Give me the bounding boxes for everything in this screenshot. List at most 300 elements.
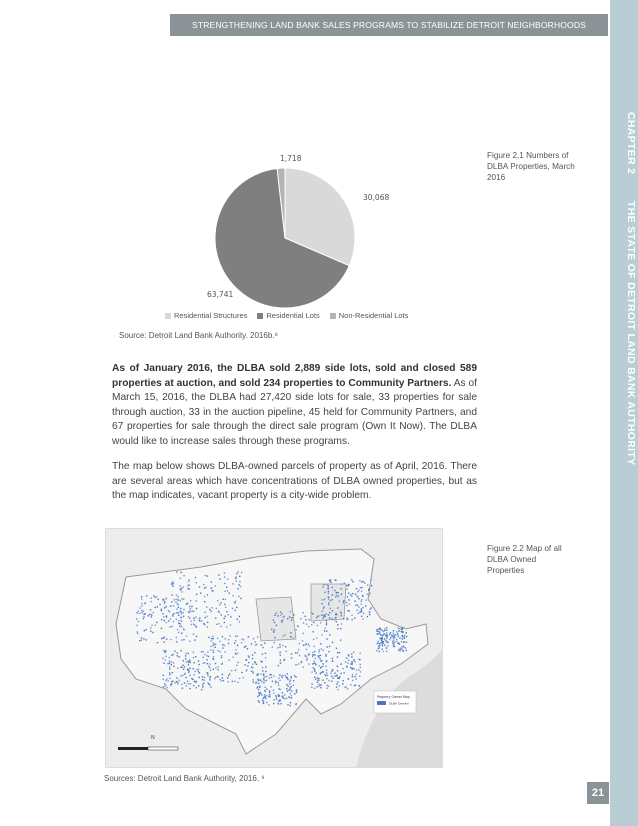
enclave-shape xyxy=(256,597,296,641)
parcel-dot xyxy=(359,653,360,654)
parcel-dot xyxy=(274,622,275,623)
parcel-dot xyxy=(342,683,343,684)
parcel-dot xyxy=(269,696,270,697)
parcel-dot xyxy=(171,601,172,602)
parcel-dot xyxy=(220,626,221,627)
parcel-dot xyxy=(356,674,357,675)
parcel-dot xyxy=(161,619,162,620)
parcel-dot xyxy=(307,658,308,659)
parcel-dot xyxy=(236,573,237,574)
parcel-dot xyxy=(349,603,350,604)
parcel-dot xyxy=(342,680,343,681)
parcel-dot xyxy=(393,633,394,634)
parcel-dot xyxy=(204,654,205,655)
parcel-dot xyxy=(195,577,196,578)
parcel-dot xyxy=(269,677,270,678)
parcel-dot xyxy=(360,671,361,672)
parcel-dot xyxy=(152,632,153,633)
parcel-dot xyxy=(352,676,353,677)
parcel-dot xyxy=(325,655,326,656)
parcel-dot xyxy=(337,624,338,625)
parcel-dot xyxy=(393,637,394,638)
parcel-dot xyxy=(269,690,270,691)
parcel-dot xyxy=(235,601,236,602)
parcel-dot xyxy=(367,584,368,585)
parcel-dot xyxy=(337,628,338,629)
parcel-dot xyxy=(193,662,194,663)
parcel-dot xyxy=(157,642,158,643)
parcel-dot xyxy=(210,670,211,671)
parcel-dot xyxy=(347,618,348,619)
parcel-dot xyxy=(179,588,180,589)
parcel-dot xyxy=(181,588,182,589)
parcel-dot xyxy=(320,684,321,685)
parcel-dot xyxy=(290,680,291,681)
parcel-dot xyxy=(399,638,400,639)
parcel-dot xyxy=(234,681,235,682)
parcel-dot xyxy=(298,649,299,650)
pie-chart-svg xyxy=(200,160,390,310)
parcel-dot xyxy=(165,680,166,681)
parcel-dot xyxy=(318,665,319,666)
parcel-dot xyxy=(336,595,337,596)
parcel-dot xyxy=(219,611,220,612)
parcel-dot xyxy=(277,615,278,616)
parcel-dot xyxy=(206,606,207,607)
parcel-dot xyxy=(345,661,346,662)
parcel-dot xyxy=(256,664,257,665)
parcel-dot xyxy=(389,639,390,640)
parcel-dot xyxy=(358,598,359,599)
parcel-dot xyxy=(184,666,185,667)
parcel-dot xyxy=(145,629,146,630)
parcel-dot xyxy=(331,681,332,682)
page-number: 21 xyxy=(587,782,609,804)
parcel-dot xyxy=(362,607,363,608)
parcel-dot xyxy=(204,596,205,597)
parcel-dot xyxy=(403,627,404,628)
body-paragraph-1-bold: As of January 2016, the DLBA sold 2,889 side lots, sold and closed 589 properties at auction, and sold 234 properties to Community Partners. xyxy=(112,363,477,389)
parcel-dot xyxy=(328,598,329,599)
parcel-dot xyxy=(295,676,296,677)
parcel-dot xyxy=(320,643,321,644)
parcel-dot xyxy=(305,644,306,645)
parcel-dot xyxy=(236,607,237,608)
parcel-dot xyxy=(326,638,327,639)
parcel-dot xyxy=(369,614,370,615)
parcel-dot xyxy=(285,646,286,647)
body-paragraph-2: The map below shows DLBA-owned parcels of property as of April, 2016. There are several areas which have concentrations of DLBA owned properties, but as the map indicates, vacant property is a city-wide problem. xyxy=(112,461,477,501)
parcel-dot xyxy=(280,662,281,663)
parcel-dot xyxy=(183,575,184,576)
legend-swatch xyxy=(165,313,171,319)
parcel-dot xyxy=(156,596,157,597)
parcel-dot xyxy=(166,678,167,679)
parcel-dot xyxy=(263,675,264,676)
parcel-dot xyxy=(195,681,196,682)
parcel-dot xyxy=(163,678,164,679)
parcel-dot xyxy=(361,616,362,617)
parcel-dot xyxy=(321,603,322,604)
parcel-dot xyxy=(289,681,290,682)
parcel-dot xyxy=(359,580,360,581)
parcel-dot xyxy=(146,595,147,596)
parcel-dot xyxy=(167,680,168,681)
parcel-dot xyxy=(165,598,166,599)
parcel-dot xyxy=(339,652,340,653)
parcel-dot xyxy=(141,639,142,640)
parcel-dot xyxy=(337,666,338,667)
parcel-dot xyxy=(257,696,258,697)
parcel-dot xyxy=(329,617,330,618)
parcel-dot xyxy=(248,636,249,637)
parcel-dot xyxy=(200,592,201,593)
parcel-dot xyxy=(169,666,170,667)
parcel-dot xyxy=(219,604,220,605)
parcel-dot xyxy=(355,605,356,606)
parcel-dot xyxy=(358,613,359,614)
parcel-dot xyxy=(235,640,236,641)
parcel-dot xyxy=(193,685,194,686)
parcel-dot xyxy=(184,682,185,683)
parcel-dot xyxy=(392,642,393,643)
parcel-dot xyxy=(356,588,357,589)
parcel-dot xyxy=(273,690,274,691)
parcel-dot xyxy=(261,694,262,695)
parcel-dot xyxy=(335,617,336,618)
parcel-dot xyxy=(211,640,212,641)
parcel-dot xyxy=(386,629,387,630)
parcel-dot xyxy=(277,647,278,648)
parcel-dot xyxy=(203,623,204,624)
parcel-dot xyxy=(186,635,187,636)
parcel-dot xyxy=(343,618,344,619)
parcel-dot xyxy=(172,594,173,595)
parcel-dot xyxy=(180,608,181,609)
parcel-dot xyxy=(340,611,341,612)
parcel-dot xyxy=(379,645,380,646)
parcel-dot xyxy=(386,651,387,652)
parcel-dot xyxy=(286,684,287,685)
parcel-dot xyxy=(149,614,150,615)
parcel-dot xyxy=(301,661,302,662)
parcel-dot xyxy=(359,611,360,612)
parcel-dot xyxy=(217,600,218,601)
parcel-dot xyxy=(336,686,337,687)
parcel-dot xyxy=(157,606,158,607)
parcel-dot xyxy=(237,662,238,663)
parcel-dot xyxy=(244,646,245,647)
parcel-dot xyxy=(350,684,351,685)
parcel-dot xyxy=(153,612,154,613)
parcel-dot xyxy=(330,582,331,583)
parcel-dot xyxy=(299,655,300,656)
parcel-dot xyxy=(253,679,254,680)
parcel-dot xyxy=(180,617,181,618)
parcel-dot xyxy=(355,593,356,594)
parcel-dot xyxy=(212,638,213,639)
parcel-dot xyxy=(303,622,304,623)
parcel-dot xyxy=(176,641,177,642)
parcel-dot xyxy=(225,607,226,608)
parcel-dot xyxy=(303,633,304,634)
parcel-dot xyxy=(181,591,182,592)
parcel-dot xyxy=(189,668,190,669)
parcel-dot xyxy=(326,630,327,631)
parcel-dot xyxy=(314,661,315,662)
parcel-dot xyxy=(172,615,173,616)
parcel-dot xyxy=(347,662,348,663)
parcel-dot xyxy=(173,605,174,606)
parcel-dot xyxy=(204,677,205,678)
pie-chart xyxy=(200,160,390,310)
parcel-dot xyxy=(224,591,225,592)
parcel-dot xyxy=(181,613,182,614)
parcel-dot xyxy=(337,656,338,657)
parcel-dot xyxy=(137,633,138,634)
parcel-dot xyxy=(322,611,323,612)
parcel-dot xyxy=(278,682,279,683)
parcel-dot xyxy=(195,600,196,601)
parcel-dot xyxy=(204,662,205,663)
parcel-dot xyxy=(163,616,164,617)
parcel-dot xyxy=(254,652,255,653)
parcel-dot xyxy=(326,646,327,647)
parcel-dot xyxy=(351,664,352,665)
chapter-sidebar-text xyxy=(611,112,637,466)
parcel-dot xyxy=(262,670,263,671)
parcel-dot xyxy=(313,622,314,623)
parcel-dot xyxy=(281,676,282,677)
parcel-dot xyxy=(346,602,347,603)
parcel-dot xyxy=(312,663,313,664)
parcel-dot xyxy=(232,681,233,682)
parcel-dot xyxy=(357,591,358,592)
parcel-dot xyxy=(187,603,188,604)
pie-label-residential-lots: 63,741 xyxy=(207,290,234,299)
parcel-dot xyxy=(326,685,327,686)
parcel-dot xyxy=(186,685,187,686)
parcel-dot xyxy=(353,659,354,660)
parcel-dot xyxy=(278,703,279,704)
parcel-dot xyxy=(380,634,381,635)
parcel-dot xyxy=(377,641,378,642)
parcel-dot xyxy=(141,637,142,638)
parcel-dot xyxy=(358,606,359,607)
parcel-dot xyxy=(195,627,196,628)
parcel-dot xyxy=(185,677,186,678)
parcel-dot xyxy=(321,634,322,635)
parcel-dot xyxy=(151,625,152,626)
parcel-dot xyxy=(190,608,191,609)
parcel-dot xyxy=(226,587,227,588)
parcel-dot xyxy=(251,643,252,644)
figure1-caption: Figure 2.1 Numbers of DLBA Properties, March 2016 xyxy=(487,151,575,182)
parcel-dot xyxy=(282,613,283,614)
parcel-dot xyxy=(173,666,174,667)
parcel-dot xyxy=(143,611,144,612)
parcel-dot xyxy=(315,679,316,680)
parcel-dot xyxy=(188,579,189,580)
parcel-dot xyxy=(238,584,239,585)
parcel-dot xyxy=(177,652,178,653)
parcel-dot xyxy=(171,661,172,662)
parcel-dot xyxy=(282,616,283,617)
parcel-dot xyxy=(170,685,171,686)
parcel-dot xyxy=(326,620,327,621)
parcel-dot xyxy=(221,614,222,615)
parcel-dot xyxy=(346,658,347,659)
parcel-dot xyxy=(401,641,402,642)
pie-label-non-residential-lots: 1,718 xyxy=(280,154,302,163)
parcel-dot xyxy=(334,672,335,673)
parcel-dot xyxy=(294,693,295,694)
parcel-dot xyxy=(266,702,267,703)
parcel-dot xyxy=(296,690,297,691)
parcel-dot xyxy=(286,677,287,678)
parcel-dot xyxy=(198,664,199,665)
parcel-dot xyxy=(279,646,280,647)
parcel-dot xyxy=(273,699,274,700)
parcel-dot xyxy=(177,596,178,597)
parcel-dot xyxy=(174,613,175,614)
parcel-dot xyxy=(171,626,172,627)
parcel-dot xyxy=(291,653,292,654)
parcel-dot xyxy=(341,613,342,614)
parcel-dot xyxy=(278,677,279,678)
parcel-dot xyxy=(348,654,349,655)
parcel-dot xyxy=(402,650,403,651)
parcel-dot xyxy=(320,687,321,688)
parcel-dot xyxy=(218,574,219,575)
parcel-dot xyxy=(315,658,316,659)
parcel-dot xyxy=(304,616,305,617)
parcel-dot xyxy=(224,618,225,619)
parcel-dot xyxy=(163,650,164,651)
parcel-dot xyxy=(188,664,189,665)
parcel-dot xyxy=(252,672,253,673)
parcel-dot xyxy=(176,612,177,613)
parcel-dot xyxy=(228,639,229,640)
parcel-dot xyxy=(166,639,167,640)
parcel-dot xyxy=(327,688,328,689)
parcel-dot xyxy=(279,695,280,696)
parcel-dot xyxy=(264,687,265,688)
parcel-dot xyxy=(137,611,138,612)
parcel-dot xyxy=(328,614,329,615)
parcel-dot xyxy=(173,613,174,614)
parcel-dot xyxy=(328,604,329,605)
parcel-dot xyxy=(178,607,179,608)
parcel-dot xyxy=(264,694,265,695)
parcel-dot xyxy=(273,692,274,693)
parcel-dot xyxy=(322,650,323,651)
parcel-dot xyxy=(213,668,214,669)
parcel-dot xyxy=(237,636,238,637)
parcel-dot xyxy=(189,660,190,661)
parcel-dot xyxy=(172,681,173,682)
parcel-dot xyxy=(314,654,315,655)
parcel-dot xyxy=(178,632,179,633)
parcel-dot xyxy=(258,692,259,693)
parcel-dot xyxy=(173,583,174,584)
parcel-dot xyxy=(369,593,370,594)
parcel-dot xyxy=(227,590,228,591)
parcel-dot xyxy=(394,646,395,647)
parcel-dot xyxy=(181,620,182,621)
parcel-dot xyxy=(339,685,340,686)
parcel-dot xyxy=(189,612,190,613)
parcel-dot xyxy=(213,645,214,646)
parcel-dot xyxy=(376,631,377,632)
parcel-dot xyxy=(201,689,202,690)
parcel-dot xyxy=(324,630,325,631)
parcel-dot xyxy=(251,666,252,667)
parcel-dot xyxy=(313,631,314,632)
parcel-dot xyxy=(328,596,329,597)
parcel-dot xyxy=(176,637,177,638)
parcel-dot xyxy=(239,616,240,617)
parcel-dot xyxy=(177,683,178,684)
parcel-dot xyxy=(402,632,403,633)
parcel-dot xyxy=(210,649,211,650)
parcel-dot xyxy=(208,656,209,657)
parcel-dot xyxy=(266,680,267,681)
parcel-dot xyxy=(396,640,397,641)
parcel-dot xyxy=(177,655,178,656)
parcel-dot xyxy=(368,589,369,590)
parcel-dot xyxy=(195,656,196,657)
parcel-dot xyxy=(384,630,385,631)
parcel-dot xyxy=(291,695,292,696)
parcel-dot xyxy=(284,659,285,660)
parcel-dot xyxy=(305,655,306,656)
parcel-dot xyxy=(214,678,215,679)
parcel-dot xyxy=(265,653,266,654)
parcel-dot xyxy=(272,681,273,682)
parcel-dot xyxy=(377,633,378,634)
parcel-dot xyxy=(146,639,147,640)
parcel-dot xyxy=(386,632,387,633)
parcel-dot xyxy=(397,627,398,628)
parcel-dot xyxy=(236,665,237,666)
parcel-dot xyxy=(183,628,184,629)
parcel-dot xyxy=(224,576,225,577)
parcel-dot xyxy=(393,644,394,645)
parcel-dot xyxy=(339,600,340,601)
parcel-dot xyxy=(332,669,333,670)
parcel-dot xyxy=(217,650,218,651)
parcel-dot xyxy=(361,611,362,612)
parcel-dot xyxy=(361,587,362,588)
parcel-dot xyxy=(179,626,180,627)
parcel-dot xyxy=(185,658,186,659)
parcel-dot xyxy=(312,667,313,668)
parcel-dot xyxy=(169,626,170,627)
parcel-dot xyxy=(230,616,231,617)
parcel-dot xyxy=(314,651,315,652)
map-legend-item: DLBA Owned xyxy=(389,701,409,706)
parcel-dot xyxy=(308,654,309,655)
parcel-dot xyxy=(401,647,402,648)
parcel-dot xyxy=(162,658,163,659)
parcel-dot xyxy=(285,675,286,676)
parcel-dot xyxy=(330,608,331,609)
parcel-dot xyxy=(177,599,178,600)
parcel-dot xyxy=(256,687,257,688)
parcel-dot xyxy=(185,655,186,656)
parcel-dot xyxy=(341,623,342,624)
